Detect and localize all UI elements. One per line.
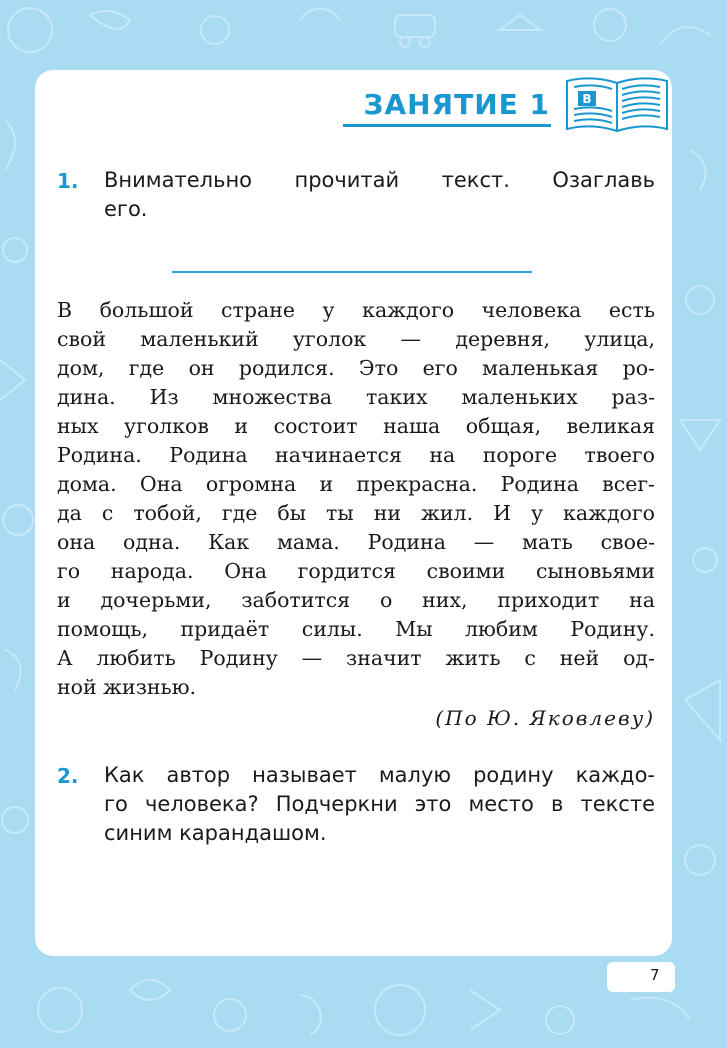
passage-line: го народа. Она гордится своими сыновьями [57, 559, 655, 583]
passage-line: она одна. Как мама. Родина — мать свое- [57, 530, 655, 554]
passage-author: (По Ю. Яковлеву) [435, 706, 655, 730]
task-2-line: Как автор называет малую родину каждо- [104, 763, 655, 787]
task-1-text [104, 166, 655, 195]
reading-passage [57, 296, 655, 702]
lesson-title: ЗАНЯТИЕ 1 [363, 88, 550, 121]
passage-line: А любить Родину — значит жить с ней од- [57, 646, 655, 670]
passage-line: В большой стране у каждого человека есть [57, 298, 655, 322]
task-2-text-end [104, 819, 655, 848]
task-2-line: го человека? Подчеркни это место в тексте [104, 792, 655, 816]
title-answer-line[interactable] [172, 271, 532, 273]
title-underline [343, 124, 551, 127]
task-2-number: 2. [57, 764, 79, 788]
task-1-line: Внимательно прочитай текст. Озаглавь [104, 168, 655, 192]
passage-line: дома. Она огромна и прекрасна. Родина всег- [57, 472, 655, 496]
passage-line: дом, где он родился. Это его маленькая ро- [57, 356, 655, 380]
passage-line: ной жизнью. [57, 675, 197, 699]
passage-line: дина. Из множества таких маленьких раз- [57, 385, 655, 409]
page-number: 7 [650, 966, 660, 984]
passage-line: помощь, придаёт силы. Мы любим Родину. [57, 617, 655, 641]
passage-line: да с тобой, где бы ты ни жил. И у каждого [57, 501, 655, 525]
task-1-number: 1. [57, 169, 79, 193]
passage-line: ных уголков и состоит наша общая, великая [57, 414, 655, 438]
passage-line: Родина. Родина начинается на пороге твоего [57, 443, 655, 467]
task-2-text [104, 761, 655, 819]
passage-line: и дочерьми, заботится о них, приходит на [57, 588, 655, 612]
open-book-icon [564, 73, 670, 135]
book-icon-letter: В [582, 92, 592, 106]
task-1-text-end [104, 195, 655, 224]
passage-line: свой маленький уголок — деревня, улица, [57, 327, 655, 351]
task-2-line: синим карандашом. [104, 821, 327, 845]
page-number-tab [607, 962, 675, 992]
task-1-line: его. [104, 197, 148, 221]
